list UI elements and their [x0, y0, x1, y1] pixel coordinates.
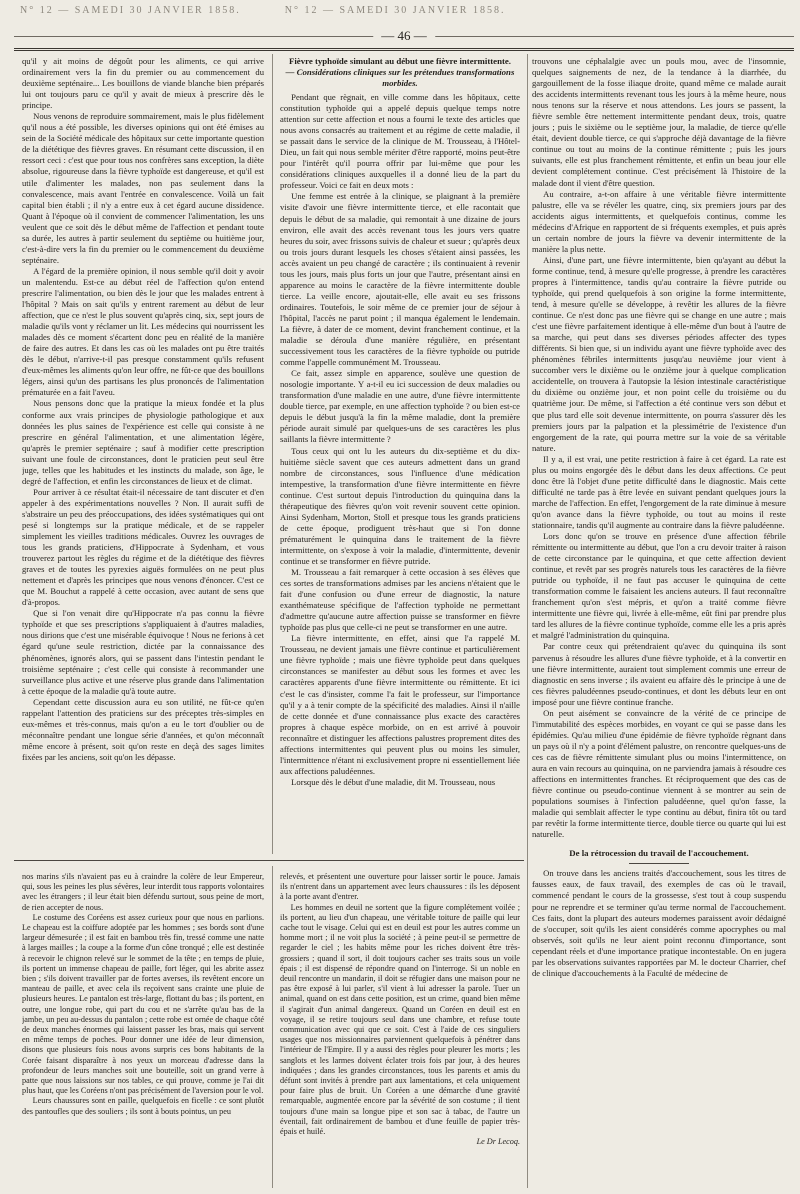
section-heading	[532, 848, 786, 864]
bleed-through-header	[20, 0, 794, 26]
header-double-rule	[14, 48, 794, 51]
column-rule-2	[527, 54, 528, 1188]
paragraph: Ce fait, assez simple en apparence, soulève une question de nosologie importante. Y a-t-il eu ici succession de deux maladies ou transformation d'une maladie en une autre, d'une fièvre intermittente double tierce, par exemple, en une affection typhoïde ? ou bien est-ce depuis le début jusqu'à la fin la même maladie, dont la première période aurait simulé par quelques-uns de ses caractères les plus saillants la fièvre intermittente ?	[280, 368, 520, 445]
paragraph: Il y a, il est vrai, une petite restriction à faire à cet égard. La rate est plus ou moins engorgée dès le début dans les deux affections. Ce peut donc être là l'objet d'une petite difficulté dans le diagnostic. Mais cette difficulté ne tarde pas à être levée en suivant pendant quelques jours la marche de l'affection. En effet, l'engorgement de la rate diminue à mesure qu'on avance dans la fièvre typhoïde, ou tout au moins il reste stationnaire, tandis qu'il augmente au contraire dans la fièvre paludéenne.	[532, 453, 786, 530]
paragraph: Pendant que règnait, en ville comme dans les hôpitaux, cette constitution typhoïde qui a appelé depuis quelque temps notre attention sur cette affection et nous a fourni le texte des articles que nous avons consacrés au traitement et au régime de cette maladie, il se passait dans le service de la clinique de M. Trousseau, à l'Hôtel-Dieu, un fait qui nous semble mériter d'être rapporté, moins peut-être pour l'intérêt qu'il pourra offrir par lui-même que pour les considérations cliniques auxquelles il a donné lieu de la part du professeur. Voici ce fait en deux mots :	[280, 92, 520, 191]
paragraph: Nous pensons donc que la pratique la mieux fondée et la plus conforme aux vrais principes de physiologie pathologique et aux données les plus saines de l'expérience est celle qui consiste à ne prescrire en général l'alimentation, et une alimentation légère, qu'après le premier septénaire ; sauf à modifier cette prescription suivant une foule de circonstances, dont le praticien peut seul être juge, telles que les habitudes et les instincts du malade, son âge, le degré de l'affection, et enfin les circonstances de lieux et de climat.	[22, 398, 264, 486]
paragraph: qu'il y ait moins de dégoût pour les aliments, ce qui arrive ordinairement vers la fin du premier ou au commencement du deuxième septénaire... Les bouillons de viande blanche bien préparés lui ont toujours paru ce qu'il y avait de mieux à prescrire dès le principe.	[22, 56, 264, 111]
column-3	[532, 56, 786, 1188]
paragraph: relevés, et présentent une ouverture pour laisser sortir le pouce. Jamais ils n'entrent dans un appartement avec leurs chaussures : ils les déposent à la porte avant d'entrer.	[280, 872, 520, 902]
feuilleton-column-1	[22, 872, 264, 1188]
paragraph: Lorsque dès le début d'une maladie, dit M. Trousseau, nous	[291, 776, 496, 787]
folio-row	[14, 28, 794, 44]
paragraph: Ainsi, d'une part, une fièvre intermittente, bien qu'ayant au début la forme continue, tend, à mesure qu'elle progresse, à prendre les caractères propres à l'intermittence, tandis qu'au contraire la fièvre putride ou typhoïde, qui prend quelquefois à son origine la forme intermittente, tend, à mesure qu'elle se développe, à revêtir les allures de la fièvre continue. Ce n'est donc pas une fièvre qui se change en une autre ; mais c'est une fièvre parfaitement identique à elle-même d'un bout à l'autre de sa marche, qui peut dans ses diverses périodes affecter des types différents. Si bien que, si un individu ayant une fièvre typhoïde avec des phénomènes fébriles intermittents jusqu'au neuvième jour vient à succomber vers le dixième ou le onzième jour à quelque complication accidentelle, on trouvera à l'autopsie la lésion intestinale caractéristique du dixième ou onzième jour, et non point celle du troisième ou du quatrième jour. De même, si l'affection a été continue vers son début et que plus tard elle soit devenue intermittente, on pourra s'assurer dès les premiers jours par la palpation et la plessimétrie de l'existence d'un engorgement de la rate, qui pourra mettre sur la voie de sa véritable nature.	[532, 254, 786, 453]
article-subtitle: — Considérations cliniques sur les prétendues transformations morbides.	[285, 67, 515, 88]
paragraph: Au contraire, a-t-on affaire à une véritable fièvre intermittente palustre, elle va se révéler les quatre, cinq, six premiers jours par des accidents aigus intermittents, et quelquefois continus, comme les médecins d'Afrique en rapportent de si fréquents exemples, et puis après un certain nombre de jours la fièvre va devenir intermittente de la manière la plus nette.	[532, 188, 786, 254]
article-title-main: Fièvre typhoïde simulant au début une fièvre intermittente.	[288, 56, 512, 66]
column-rule-1	[272, 54, 273, 854]
paragraph: Lors donc qu'on se trouve en présence d'une affection fébrile rémittente ou intermittente au début, que l'on a cru devoir traiter à raison de cette circonstance par le quinquina, et que cette affection devient continue, et revêt par ses progrès naturels tous les caractères de la fièvre putride ou typhoïde, il ne faut pas accuser le quinquina de cette transformation comme le faisaient les anciens auteurs. Il faut reconnaître franchement qu'on s'est mépris, et qu'on a traité comme fièvre intermittente une fièvre qui, livrée à elle-même, eût fini par prendre plus tard les allures de la fièvre continue typhoïde, comme elle les a pris après et malgré l'administration du quinquina.	[532, 531, 786, 641]
bleed-text-left: N° 12 — SAMEDI 30 JANVIER 1858.	[20, 5, 241, 16]
paragraph: trouvons une céphalalgie avec un pouls mou, avec de l'insomnie, quelques saignements de nez, de la tendance à la diarrhée, du gargouillement de la fosse iliaque droite, quand même ce malade aurait des accidents intermittents revenant tous les jours à la même heure, nous nous tenons sur la réserve et nous attendons. Les jours se passent, la fièvre semble être nettement intermittente pendant deux, trois, quatre jours ; puis le sixième ou le septième jour, la maladie, de tierce qu'elle était, devient double tierce, ce qui s'approche déjà davantage de la fièvre continue ou tout au moins de la continue rémittente ; puis les jours suivants, elle est plus franchement rémittente, et enfin un beau jour elle devient complétement continue. C'est précisément là l'histoire de la malade dont il vient d'être question.	[532, 56, 786, 188]
paragraph: Cependant cette discussion aura eu son utilité, ne fût-ce qu'en rappelant l'attention des praticiens sur des préceptes très-simples en eux-mêmes et très-connus, mais qu'on a eu le tort d'oublier ou de méconnaître pendant une longue série d'années, et qu'on méconnaît même encore à présent, soit qu'on reste en deçà des sages limites fixées par les anciens, soit qu'on les dépasse.	[22, 696, 264, 762]
column-2	[280, 56, 520, 852]
page-number: — 46 —	[373, 28, 435, 44]
paragraph: Leurs chaussures sont en paille, quelquefois en ficelle : ce sont plutôt des pantoufles que des souliers ; ils sont à bouts pointus, un peu	[22, 1096, 264, 1116]
paragraph: Le costume des Coréens est assez curieux pour que nous en parlions. Le chapeau est la coiffure adoptée par les hommes ; ses bords sont d'une largeur démesurée ; il est fait en bambou très fin, tressé comme une natte à larges mailles ; la coupe a la forme d'un cône tronqué ; elle est destinée à recevoir le chignon relevé sur le sommet de la tête ; en temps de pluie, ils portent un immense chapeau de paille, fort léger, qui les abrite assez bien ; s'ils doivent travailler par de fortes averses, ils revêtent encore un manteau de paille, et avec cela ils reçoivent sans crainte une pluie de plusieurs heures. Le pantalon est très-large, flottant du bas ; ils portent, en outre, une longue robe, qui part du cou et ne s'arrête qu'au bas de la jambe, un peu au-dessus du pantalon ; cette robe est ornée de chaque côté de deux manches énormes qui laissent passer les bras, mais qui servent en même temps de poches. Pour donner une idée de leur dimension, disons que plusieurs fois nous avons surpris ces bons habitants de la Corée faisant disparaître à nos yeux un morceau d'adresse dans la profondeur de leurs manches soit une bouteille, soit un grand verre à patte que nous laissions sur nos tables, ce qui prouve, comme je l'ai dit plus haut, que les Coréens n'ont pas précisément de l'aversion pour le vol.	[22, 912, 264, 1096]
paragraph: M. Trousseau a fait remarquer à cette occasion à ses élèves que ces sortes de transformations admises par les anciens n'étaient que le fait d'une confusion ou d'une erreur de diagnostic, la nature exanthémateuse spécifique de l'affection typhoïde ne permettant d'admettre qu'aucune autre affection puisse se transformer en fièvre typhoïde pas plus que celle-ci ne peut se transformer en une autre.	[280, 567, 520, 633]
paragraph: On peut aisément se convaincre de la vérité de ce principe de l'immutabilité des espèces morbides, en voyant ce qui se passe dans les épidémies. Qu'au milieu d'une épidémie de fièvre typhoïde règnant dans un pays où il n'y a point d'élément palustre, on rencontre quelques-uns de ces cas de fièvre rémittente simulant plus ou moins l'intermittence, on aura en vain recours au quinquina, on ne parviendra jamais à résoudre ces affections en intermittentes franches. Et réciproquement que des cas de fièvre continue ou pseudo-continue viennent à se montrer au sein de populations soumises à l'infection paludéenne, quel qu'on fasse, la maladie qui semblait affecter le type continu au début, finira tôt ou tard par revêtir la forme intermittente tierce, double tierce ou quarte qui lui est naturelle.	[532, 707, 786, 840]
column-1	[22, 56, 264, 852]
paragraph: On trouve dans les anciens traités d'accouchement, sous les titres de fausses eaux, de faux travail, des exemples de cas où le travail, commencé pendant le cours de la grossesse, s'est tout à coup suspendu pour ne reprendre et se terminer qu'au terme normal de l'accouchement. Ces faits, dont la plupart des auteurs modernes paraissent avoir dédaigné de s'occuper, soit qu'ils les aient considérés comme apocryphes ou mal observés, soit qu'ils ne leur aient point reconnu d'importance, sont cependant réels et d'une importance pratique incontestable. On en jugera par les observations suivantes rapportées par M. le docteur Charrier, chef de clinique d'accouchements à la Faculté de médecine de	[532, 868, 786, 978]
paragraph: La fièvre intermittente, en effet, ainsi que l'a rappelé M. Trousseau, ne devient jamais une fièvre continue et particulièrement une fièvre typhoïde ; mais une fièvre typhoïde peut dans quelques circonstances se manifester au début sous les formes et avec les caractères apparents d'une fièvre intermittente ou rémittente. Et ici c'est le cas d'insister, comme l'a fait le professeur, sur l'importance qu'il y a à tenir compte de la spécificité des maladies. Ainsi il n'aille de cette donnée et d'une connaissance plus exacte des caractères propres à chaque espèce morbide, on en est arrivé à pouvoir reconnaître et distinguer les affections palustres proprement dites des affections intermittentes qui peuvent plus ou moins les simuler, l'intermittence n'étant ni exclusivement propre ni essentiellement liée aux affections paludéennes.	[280, 633, 520, 776]
paragraph: A l'égard de la première opinion, il nous semble qu'il doit y avoir un malentendu. Est-ce au début réel de l'affection qu'on entend prescrire l'alimentation, ou bien dès le jour que les malades entrent à l'hôpital ? Mais on sait qu'ils y entrent rarement au début de leur affection, que ce n'est le plus souvent qu'après cinq, six, sept jours de maladie qu'ils vont y réclamer un lit. Les médecins qui nourrissent les malades dès ce moment s'écartent donc peu en réalité de la manière de faire des autres. Et dans les cas où les malades ont pu être traités dès le début, n'arrive-t-il pas presque constamment qu'ils refusent d'eux-mêmes les aliments qu'on leur offre, ne fût-ce que des bouillons légers, ainsi qu'un des partisans les plus prononcés de l'alimentation prématurée en a fait l'aveu.	[22, 265, 264, 398]
paragraph: Nous venons de reproduire sommairement, mais le plus fidèlement qu'il nous a été possible, les diverses opinions qui ont été émises au sein de la Société médicale des hôpitaux sur cette importante question de la diététique des fièvres graves. En résumant cette discussion, il en ressort ceci : c'est que pour tous nos confrères sans exception, la diète absolue, rigoureuse dans la fièvre typhoïde est dangereuse, et qu'il est utile d'alimenter les malades, non pas seulement dans la convalescence, mais avant l'entrée en convalescence. Voilà un fait capital bien établi ; il n'y a entre eux à cet égard aucune dissidence. Quant à l'époque où il convient de commencer l'alimentation, les uns veulent que ce soit dès le début même de l'affection et pendant toute sa durée, les autres à partir seulement du septième ou huitième jour, c'est-à-dire vers la fin du premier ou le commencement du deuxième septénaire.	[22, 111, 264, 265]
signature: Le Dr Lecoq.	[476, 1137, 520, 1147]
paragraph: Par contre ceux qui prétendraient qu'avec du quinquina ils sont parvenus à résoudre les allures d'une fièvre typhoïde, et à la convertir en une fièvre intermittente, auraient tout simplement commis une erreur de diagnostic en sens inverse ; ils avaient eu affaire dès le principe à une de ces fièvres paludéennes pseudo-continues, et dont les débuts leur en ont imposé pour une fièvre continue franche.	[532, 641, 786, 707]
paragraph: nos marins s'ils n'avaient pas eu à craindre la colère de leur Empereur, qui, sous les peines les plus sévères, leur interdit tous rapports volontaires avec les étrangers ; il leur était bien défendu surtout, sous peine de mort, de rien accepter de nous.	[22, 872, 264, 912]
paragraph: Pour arriver à ce résultat était-il nécessaire de tant discuter et d'en appeler à des expérimentations nouvelles ? Non. Il aurait suffi de s'abstraire un peu des préoccupations, des idées systématiques qui ont pesé si longtemps sur la pratique médicale, et de se rappeler simplement les vieilles traditions médicales. Ouvrez les ouvrages de tous les grands praticiens, d'Hippocrate à Sydenham, et vous trouverez partout les règles du régime et de la diététique des fièvres graves et de toutes les pyrexies aiguës formulées on ne peut plus nettement et d'après les principes que nous venons d'énoncer. C'est ce que M. Bouchut a rappelé à cette occasion, avec autant de sens que d'à-propos.	[22, 486, 264, 608]
paragraph: Tous ceux qui ont lu les auteurs du dix-septième et du dix-huitième siècle savent que ces auteurs admettent dans un grand nombre de circonstances, sous l'influence d'une médication intempestive, la transformation d'une fièvre intermittente en fièvre continue. C'est surtout depuis l'introduction du quinquina dans la thérapeutique des fièvres qu'on voit revenir souvent cette opinion. Ainsi Sydenham, Morton, Stoll et presque tous les grands praticiens de cette époque, prodiguent très-haut que si l'on donne prématurément le quinquina dans le traitement de la fièvre intermittente, on s'expose à voir la maladie, d'intermittente, devenir continue et se transformer en fièvre putride.	[280, 445, 520, 566]
feuilleton-column-2	[280, 872, 520, 1188]
section-heading-rule	[629, 863, 689, 864]
feuilleton-rule	[14, 860, 524, 861]
article-title	[280, 56, 520, 89]
paragraph: Les hommes en deuil ne sortent que la figure complétement voilée ; ils portent, au lieu d'un chapeau, une véritable toiture de paille qui leur cache tout le visage. Celui qui est en deuil est pour les autres comme un homme mort ; il ne voit plus la société ; à peine peut-il se permettre de regarder le ciel ; les habits même pour les riches doivent être très-grossiers ; quand il sort, il doit toujours cacher ses traits sous un voile épais ; il est dispensé de répondre quand on l'interroge. Si un noble en deuil rencontre un mandarin, il doit se réfugier dans une maison pour ne pas être exposé à lui parler, s'il vient à lui adresser la parole. Tuer un animal, quand on est dans cette position, est un crime, quand bien même il s'agirait d'un animal dangereux. Quand un Coréen en deuil est en voyage, il se retire toujours seul dans une chambre, et refuse toute communication avec qui que ce soit. C'est à l'aide de ces singuliers usages que nos missionnaires parviennent quelquefois à pénétrer dans l'intérieur de l'Empire. Il y a aussi des règles pour pleurer les morts ; les sanglots et les larmes doivent éclater trois fois par jour, à des heures indiquées ; dans les grandes circonstances, tous les parents et amis du défunt sont invités à prendre part aux lamentations, et cela uniquement pour faire plus de bruit. Un Coréen a une démarche d'une gravité remarquable, augmentée encore par la sévérité de son costume ; il tient toujours d'une main sa longue pipe et son sac à tabac, de l'autre un éventail, fait ordinairement de bambou et d'une feuille de papier très-épais et huilé.	[280, 902, 520, 1137]
paragraph: Une femme est entrée à la clinique, se plaignant à la première visite d'avoir une fièvre intermittente tierce, et elle racontait que depuis le début de sa maladie, qui remontait à une dizaine de jours environ, elle avait des accès revenant tous les jours vers quatre heures du soir, avec frissons suivis de chaleur et sueur ; qu'après deux ou trois jours durant lesquels les choses s'étaient ainsi passées, les accès avaient un peu changé de caractère ; ils continuaient à revenir tous les jours, mais plus forts un jour que l'autre, présentant ainsi en apparence au moins le caractère de la fièvre intermittente double tierce. La veille encore, ajoutait-elle, elle avait eu ses frissons ordinaires. Toutefois, le soir même de ce premier jour de séjour à l'hôpital, l'accès ne parut point ; il manqua également le lendemain. La fièvre, à dater de ce moment, devint franchement continue, et la maladie se déroula d'une manière régulière, en présentant successivement tous les caractères de la fièvre typhoïde ou putride comme l'appelle communément M. Trousseau.	[280, 191, 520, 368]
feuilleton-column-rule	[272, 866, 273, 1188]
section-heading-text: De la rétrocession du travail de l'accouchement.	[569, 848, 749, 859]
paragraph: Que si l'on venait dire qu'Hippocrate n'a pas connu la fièvre typhoïde et que ses prescriptions s'appliquaient à d'autres maladies, nous dirions que c'est une misérable équivoque ! Nous ne ferions à cet égard qu'une seule restriction, dictée par la connaissance des phénomènes, ignorés alors, qui se passent dans l'intestin pendant le troisième septénaire ; c'est celle qui consiste à recommander une surveillance plus active et une réserve plus grande dans l'alimentation à cette époque de la maladie qu'à toute autre.	[22, 608, 264, 696]
bleed-text-right: N° 12 — SAMEDI 30 JANVIER 1858.	[284, 5, 506, 16]
